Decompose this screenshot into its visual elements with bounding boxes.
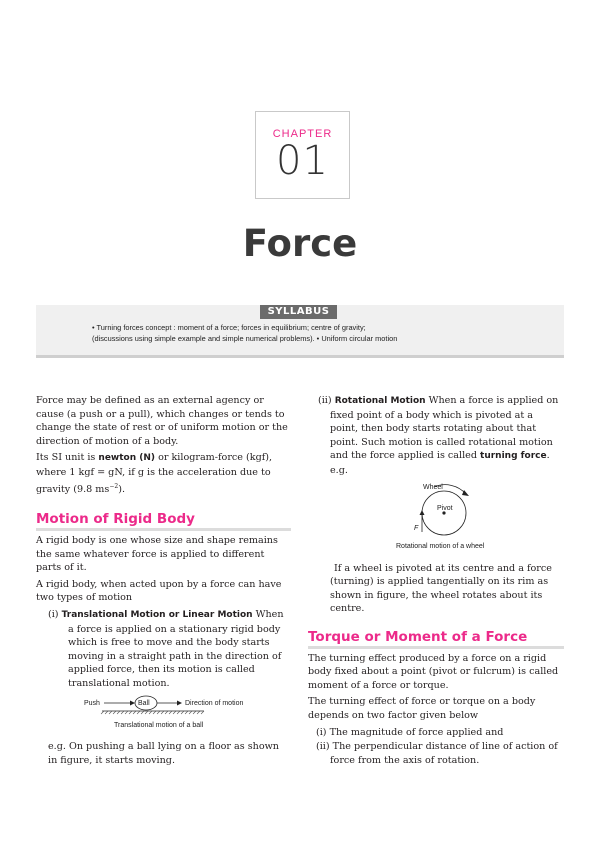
syllabus-line-2: (discussions using simple example and simple numerical problems). • Uniform circular motion [92,334,398,343]
item-title: Translational Motion or Linear Motion [61,609,253,620]
wheel-paragraph: If a wheel is pivoted at its centre and a force (turning) is applied tangentially on its rim as shown in figure, the wheel rotates about its centre. [330,562,552,615]
torque-factors-intro: The turning effect of force or torque on a body depends on two factor given below [308,696,536,721]
section-heading-torque: Torque or Moment of a Force [308,628,528,645]
right-column [308,394,564,767]
item-number: (ii) [318,395,335,406]
section-heading-rigid-body: Motion of Rigid Body [36,511,195,528]
item-text: When a force is applied on a stationary rigid body which is free to move and the body starts moving in a straight path in the direction of applied force, then its motion is called translational motion. [68,608,284,689]
factor-item-1: (i) The magnitude of force applied and [316,726,504,738]
list-item-rotational [308,394,564,478]
syllabus-tag: SYLLABUS [260,305,337,319]
item-title: Rotational Motion [334,396,426,406]
rigid-body-motion-types: A rigid body, when acted upon by a force can have two types of motion [36,578,282,604]
ball-label: Ball [138,700,150,708]
si-newton: newton (N) [98,453,156,464]
chapter-number: 01 [276,138,329,184]
example-paragraph: e.g. On pushing a ball lying on a floor as shown in figure, it starts moving. [48,741,279,767]
figure-caption: Rotational motion of a wheel [396,542,485,550]
motion-arrowhead-icon [177,701,182,706]
page-title: Force [242,222,358,265]
si-pre: Its SI unit is [36,452,99,464]
torque-definition: The turning effect produced by a force on a rigid body fixed about a point (pivot or fulcrum) is called moment of a force or torque. [308,652,559,691]
push-label: Push [84,700,100,708]
force-arrowhead-icon [420,510,425,515]
si-mid: or kilogram-force (kgf), where 1 kgf = gN, if g is the acceleration due to gravity (9.8 ms [36,452,273,495]
heading-underline [308,646,564,649]
push-arrowhead-icon [130,701,135,706]
chapter-box [255,111,350,199]
direction-label: Direction of motion [185,700,244,708]
factor-item-2: (ii) The perpendicular distance of line of action of force from the axis of rotation. [316,741,558,766]
item-number: (i) [48,608,62,620]
left-column [36,394,291,771]
si-unit-paragraph [36,451,291,496]
syllabus-line-1: • Turning forces concept : moment of a force; forces in equilibrium; centre of gravity; [92,323,366,332]
chapter-label: CHAPTER [272,128,333,140]
list-item-translational [36,608,291,691]
force-label: F [414,524,419,532]
pivot-label: Pivot [437,504,453,512]
intro-paragraph: Force may be defined as an external agency or cause (a push or a pull), which changes or tends to change the state of rest or of uniform motion or the direction of motion of a body. [36,395,288,447]
syllabus-text [92,322,532,344]
item-text: When a force is applied on fixed point of a body which is pivoted at a point, then body starts rotating about that point. Such motion is called rotational motion and the force applied is called [330,395,559,462]
rigid-body-definition: A rigid body is one whose size and shape remains the same whatever force is applied to different parts of it. [36,534,278,574]
turning-force-term: turning force [480,451,547,462]
rotational-motion-figure [308,482,564,560]
wheel-label: Wheel [423,483,443,491]
translational-motion-figure [36,694,291,734]
heading-underline [36,528,291,531]
si-end: ). [118,483,125,495]
floor-hatching [101,711,204,714]
figure-caption: Translational motion of a ball [114,722,204,730]
item-end: . e.g. [330,450,550,476]
si-exp: −2 [109,482,119,490]
